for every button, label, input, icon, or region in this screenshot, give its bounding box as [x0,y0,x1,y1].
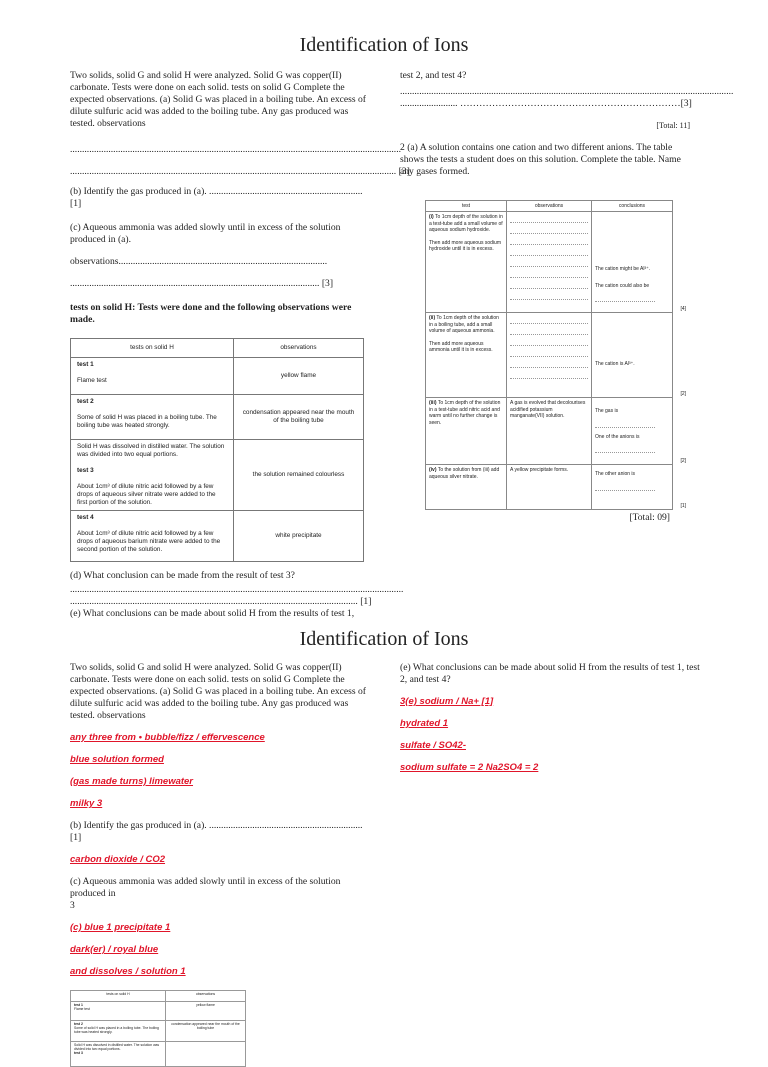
observation-cell: condensation appeared near the mouth of the boiling tube [234,395,364,440]
conclusion-cell [592,313,686,398]
test-cell [426,465,507,510]
question-e: (e) What conclusions can be made about solid H from the results of test 1, [70,608,355,619]
conclusion-text: The cation might be Al³⁺. [595,266,651,273]
test-label: test 2 [74,1022,83,1026]
observation-cell: yellow flame [234,358,364,395]
right-column [400,70,734,524]
table-row [426,398,673,465]
observations-line: observations....................................................................................... [70,256,328,267]
table-header [71,339,364,358]
column-header: observations [507,201,592,212]
mark-allocation: [1] [680,503,686,509]
answer-text: carbon dioxide / CO2 [70,854,166,865]
tests-on-h-heading: tests on solid H: Tests were done and the following observations were made. [70,302,352,325]
question-b: (b) Identify the gas produced in (a). ................................................................ [1] [70,186,363,209]
column-header: conclusions [592,201,673,212]
conclusion-text: The other anion is [595,471,636,478]
test-cell [426,212,507,313]
test-text: About 1cm³ of dilute nitric acid followed by a few drops of aqueous silver nitrate were added to the first portion of the solution. [77,483,216,506]
mark-allocation: [2] [680,391,686,397]
test-text: Then add more aqueous ammonia until it is in excess. [429,341,493,354]
test-cell [71,1042,166,1067]
question-c: (c) Aqueous ammonia was added slowly until in excess of the solution produced in (a). [70,222,341,245]
test-text: About 1cm³ of dilute nitric acid followed by a few drops of aqueous barium nitrate were added to the second portion of the solution. [77,530,221,553]
column-header: test [426,201,507,212]
table-row [71,511,364,562]
column-header: observations [166,991,246,1002]
test-label: test 1 [74,1003,83,1007]
table-row [426,465,673,510]
answer-text: 3(e) sodium / Na+ [1] [400,696,494,707]
observation-cell[interactable] [507,212,592,313]
table-row [71,1021,246,1042]
test-text: To 1cm depth of the solution in a test-tube add nitric acid and warm until no further change is seen. [429,400,501,426]
table-row [71,1042,246,1067]
total-marks: [Total: 09] [629,512,670,524]
row-number: (iv) [429,467,437,474]
test-text: Then add more aqueous sodium hydroxide until it is in excess. [429,240,501,253]
column-header: tests on solid H [71,339,234,358]
observation-cell: yellow flame [166,1002,246,1021]
total-marks: [Total: 11] [656,121,690,130]
test-text: Flame test [77,377,107,384]
left-column [70,662,370,1067]
question-b: (b) Identify the gas produced in (a). ................................................................ [1] [70,820,363,843]
row-number: (ii) [429,315,436,322]
test-text: To 1cm depth of the solution in a test-tube add a small volume of aqueous sodium hydroxide. [429,214,503,234]
answer-text: blue solution formed [70,754,164,765]
solid-h-table [70,990,246,1067]
row-number: (i) [429,214,434,221]
test-text: To the solution from (iii) add aqueous silver nitrate. [429,467,500,480]
intro-text: Two solids, solid G and solid H were analyzed. Solid G was copper(II) carbonate. Tests were done on each solid. tests on solid G Complete the expected observations. (a) Solid G was placed in a boiling tube. An excess of dilute sulfuric acid was added to the boiling tube. Any gas produced was tested. observations [70,662,366,721]
observation-cell: condensation appeared near the mouth of the boiling tube [166,1021,246,1042]
column-header: observations [234,339,364,358]
page-title: Identification of Ions [299,34,469,56]
conclusion-cell [592,212,686,313]
observation-cell: A yellow precipitate forms. [507,465,592,510]
conclusion-text: The cation could also be [595,282,650,289]
conclusion-text: The cation is Al³⁺. [595,361,635,368]
table-row [426,212,673,313]
test-cell [426,313,507,398]
column-header: tests on solid H [71,991,166,1002]
answer-line: ........................ ……………………………………………………………[3] [400,98,692,109]
answer-text: hydrated 1 [400,718,449,729]
question-d: (d) What conclusion can be made from the result of test 3? [70,570,295,581]
intro-text: Two solids, solid G and solid H were analyzed. Solid G was copper(II) carbonate. Tests were done on each solid. tests on solid G Complete the expected observations. (a) Solid G was placed in a boiling tube. An excess of dilute sulfuric acid was added to the boiling tube. Any gas produced was tested. observations [70,70,366,129]
answer-line: ........................................................................................................................................... [70,584,404,595]
test-cell [71,395,234,440]
test-text: Some of solid H was placed in a boiling tube. The boiling tube was heated strongly. [77,414,217,429]
mark-number: 3 [70,900,75,911]
answer-line: ........................................................................................................ [3] [70,278,334,289]
observation-cell[interactable] [507,313,592,398]
conclusion-cell [592,465,686,510]
table-row [426,313,673,398]
test-label: test 4 [77,514,94,521]
solid-h-table [70,338,364,562]
table-header [426,201,673,212]
answer-text: sulfate / SO42- [400,740,466,751]
answer-text: any three from • bubble/fizz / effervescence [70,732,265,743]
test-label: test 3 [74,1051,83,1056]
observation-cell [166,1042,246,1067]
test-label: test 1 [77,361,94,368]
answer-text: dark(er) / royal blue [70,944,159,955]
table-row [71,440,364,511]
test-text: To 1cm depth of the solution in a boiling tube, add a small volume of aqueous ammonia. [429,315,499,335]
answer-line: ........................................................................................................................................... [400,86,734,97]
solution-tests-table [425,200,686,510]
answer-text: (gas made turns) limewater [70,776,194,787]
page-title: Identification of Ions [299,628,469,650]
test-cell [71,1021,166,1042]
test-label: test 2 [77,398,94,405]
answer-text: and dissolves / solution 1 [70,966,186,977]
test-cell [71,358,234,395]
answer-line: ........................................................................................................................................ [3] [70,166,410,177]
table-row [71,358,364,395]
observation-cell: A gas is evolved that decolourises acidified potassium manganate(VII) solution. [507,398,592,465]
right-column [400,662,700,774]
answer-text: sodium sulfate = 2 Na2SO4 = 2 [400,762,539,773]
test-text: Flame test [74,1007,90,1012]
question-e-continued: test 2, and test 4? [400,70,467,81]
test-label: test 3 [77,467,94,474]
mark-allocation: [4] [680,306,686,312]
answer-line: ........................................................................................................................ [1] [70,596,372,607]
conclusion-text: One of the anions is [595,433,640,440]
table-row [71,395,364,440]
answer-line: .......................................................................................................................................... [70,144,401,155]
test-cell [71,1002,166,1021]
test-text: Some of solid H was placed in a boiling tube. The boiling tube was heated strongly. [74,1026,159,1035]
answer-text: (c) blue 1 precipitate 1 [70,922,171,933]
observation-cell: white precipitate [234,511,364,562]
question-2a: 2 (a) A solution contains one cation and two different anions. The table shows the tests a student does on this solution. Complete the table. Name any gases formed. [400,142,681,177]
observation-cell: the solution remained colourless [234,440,364,511]
left-column [70,70,410,620]
table-header [71,991,246,1002]
test-cell [71,440,234,511]
test-cell [426,398,507,465]
conclusion-cell [592,398,686,465]
question-c: (c) Aqueous ammonia was added slowly until in excess of the solution produced in [70,876,341,899]
mark-allocation: [2] [680,458,686,464]
row-number: (iii) [429,400,437,407]
table-row [71,1002,246,1021]
answer-text: milky 3 [70,798,103,809]
mark-scheme-page [0,600,768,1056]
conclusion-text: The gas is [595,408,619,415]
test-text: Solid H was dissolved in distilled water. The solution was divided into two equal portions. [74,1043,160,1052]
test-cell [71,511,234,562]
question-e: (e) What conclusions can be made about solid H from the results of test 1, test 2, and test 4? [400,662,700,685]
test-text: Solid H was dissolved in distilled water. The solution was divided into two equal portions. [77,443,225,458]
